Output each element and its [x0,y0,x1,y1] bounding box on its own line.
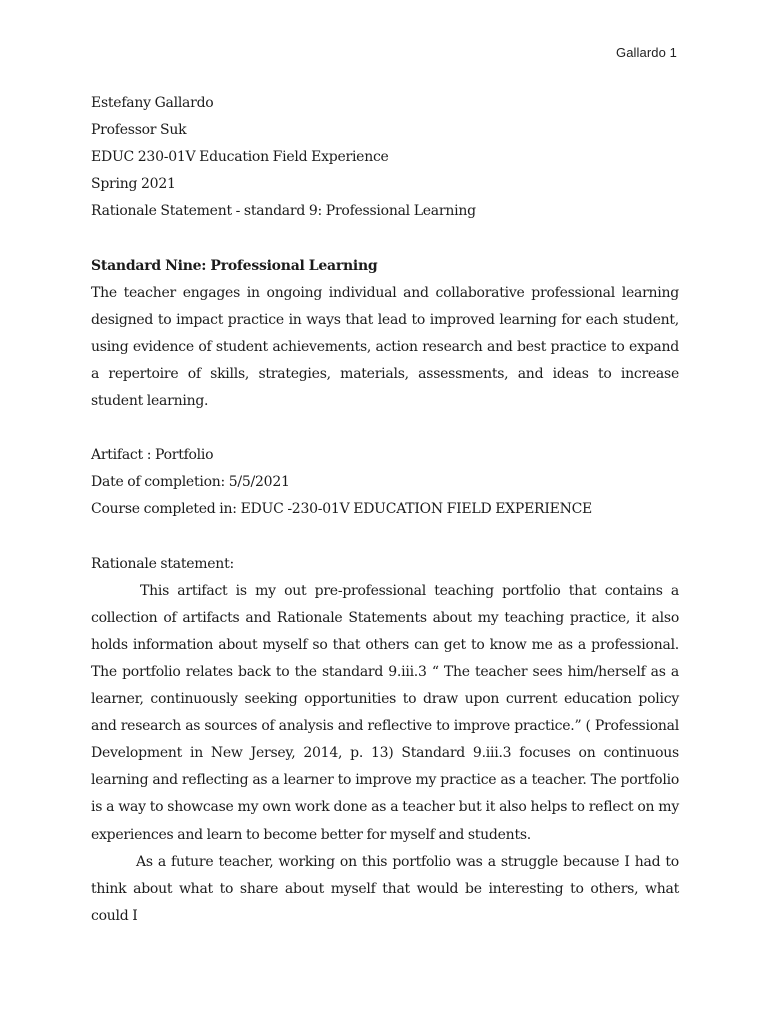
standard-heading: Standard Nine: Professional Learning [91,257,378,274]
course-name: EDUC 230-01V Education Field Experience [91,149,389,166]
rationale-paragraph-2: As a future teacher, working on this portfolio was a struggle because I had to think about what to share about myself that would be interesting to others, what could I [91,853,679,924]
blank-line [91,524,679,551]
standard-description: The teacher engages in ongoing individual and collaborative professional learning designed to impact practice in ways that lead to improved learning for each student, using evidence of student achievements, action research and best practice to expand a repertoire of skills, strategies, materials, assessments, and ideas to increase student learning. [91,284,679,410]
rationale-label: Rationale statement: [91,555,234,572]
student-name: Estefany Gallardo [91,95,214,111]
blank-line [91,225,679,252]
rationale-paragraph-1: This artifact is my out pre-professional teaching portfolio that contains a collection of artifacts and Rationale Statements about my teaching practice, it also holds information about myself so that others can get to know me as a professional. The portfolio relates back to the standard 9.iii.3 “ The teacher sees him/herself as a learner, continuously seeking opportunities to draw upon current education policy and research as sources of analysis and reflective to improve practice.” ( Professional Development in New Jersey, 2014, p. 13) Standard 9.iii.3 focuses on continuous learning and reflecting as a learner to improve my practice as a teacher. The portfolio is a way to showcase my own work done as a teacher but it also helps to reflect on my experiences and learn to become better for myself and students. [91,582,679,843]
artifact-line: Artifact : Portfolio [91,447,214,464]
professor-name: Professor Suk [91,122,187,139]
blank-line [91,415,679,442]
course-completed-line: Course completed in: EDUC -230-01V EDUCATION FIELD EXPERIENCE [91,501,593,518]
page-number-header: Gallardo 1 [616,45,677,60]
term: Spring 2021 [91,176,176,193]
document-body [91,90,679,930]
completion-date-line: Date of completion: 5/5/2021 [91,474,290,491]
document-title: Rationale Statement - standard 9: Professional Learning [91,203,476,220]
